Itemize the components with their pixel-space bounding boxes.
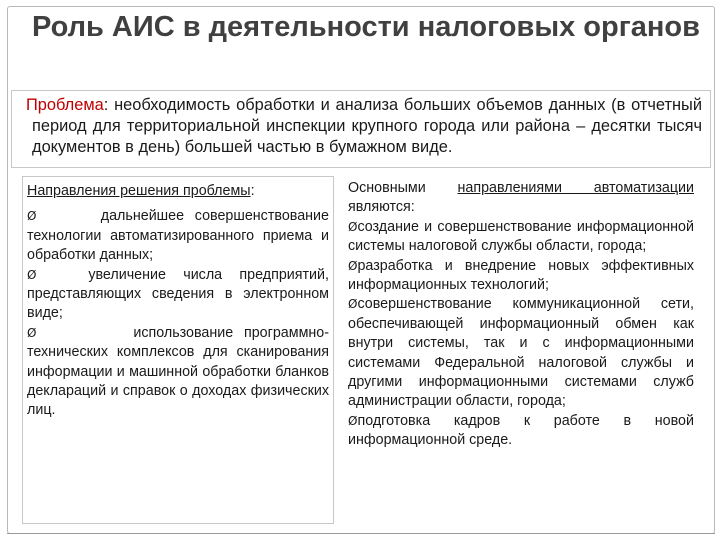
list-item: Øсоздание и совершенствование информационной системы налоговой службы области, города; [348, 218, 694, 255]
divider [7, 533, 715, 534]
solutions-heading: Направления решения проблемы: [27, 183, 255, 199]
list-item: Ø использование программно-технических комплексов для сканирования информации и машинной обработки бланков деклараций и справок о доходах физических лиц. [27, 324, 330, 419]
list-item: Øсовершенствование коммуникационной сети, обеспечивающей информационный обмен как внутри системы, так и с информационными системами Федеральной налоговой службы и другими информационными системами служб администрации области, города; [348, 296, 694, 410]
problem-label: Проблема [26, 96, 104, 114]
bullet-arrow-icon: Ø [348, 297, 358, 312]
problem-text: : необходимость обработки и анализа больших объемов данных (в отчетный период для территориальной инспекции крупного города или района – десятки тысяч документов в день) большей частью в бумажном виде. [32, 96, 702, 156]
problem-box [11, 90, 711, 168]
solutions-column [22, 176, 334, 524]
automation-intro: Основными направлениями автоматизации являются: [348, 180, 694, 216]
list-item: Ø дальнейшее совершенствование технологии автоматизированного приема и обработки данных; [27, 208, 329, 264]
bullet-arrow-icon: Ø [27, 325, 37, 340]
list-item: Øподготовка кадров к работе в новой информационной среде. [348, 412, 694, 449]
bullet-arrow-icon: Ø [27, 267, 37, 282]
bullet-arrow-icon: Ø [27, 209, 37, 224]
bullet-arrow-icon: Ø [348, 413, 358, 428]
bullet-arrow-icon: Ø [348, 219, 358, 234]
list-item: Øразработка и внедрение новых эффективных информационных технологий; [348, 257, 694, 294]
automation-heading: направлениями автоматизации [457, 180, 694, 196]
list-item: Ø увеличение числа предприятий, представляющих сведения в электронном виде; [27, 266, 329, 322]
automation-column [344, 176, 698, 524]
bullet-arrow-icon: Ø [348, 258, 358, 273]
slide-title: Роль АИС в деятельности налоговых органов [32, 11, 700, 43]
